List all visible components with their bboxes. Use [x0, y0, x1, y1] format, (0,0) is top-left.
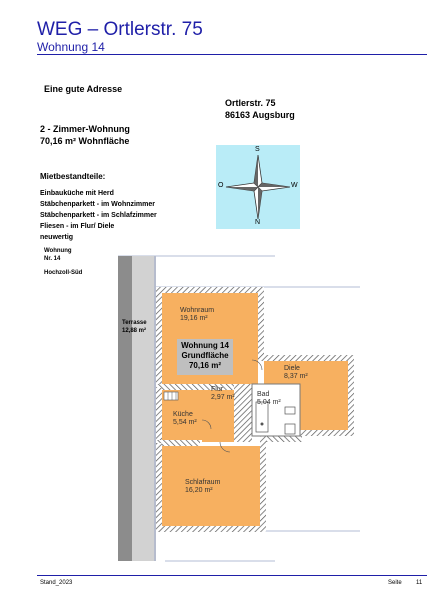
diele-area: 8,37 m² [284, 373, 308, 380]
terrace-name: Terrasse [122, 320, 147, 326]
compass-label-top: S [255, 146, 260, 153]
wohnraum-area: 19,16 m² [180, 315, 208, 322]
summary-line1: Wohnung 14 [181, 341, 229, 350]
compass-label-right: W [291, 182, 298, 189]
schlafraum-area: 16,20 m² [185, 487, 213, 494]
compass-label-left: O [218, 182, 224, 189]
flur-area: 2,97 m² [211, 394, 235, 401]
footer-divider [37, 575, 427, 576]
kueche-label [173, 411, 197, 427]
unit-label-line2: Nr. 14 [44, 256, 61, 262]
terrace [118, 256, 156, 561]
compass-label-bottom: N [255, 219, 261, 226]
footer-page-label: Seite [388, 580, 402, 586]
footer-stand: Stand_2023 [40, 580, 73, 586]
area-summary-box [177, 339, 233, 375]
feature-item: Stäbchenparkett - im Wohnzimmer [40, 201, 156, 208]
living-area: 70,16 m² Wohnfläche [40, 136, 130, 146]
terrace-area: 12,88 m² [122, 328, 147, 334]
features-heading: Mietbestandteile: [40, 172, 106, 181]
wohnraum-name: Wohnraum [180, 307, 215, 314]
feature-item: Fliesen - im Flur/ Diele [40, 223, 115, 230]
page-title: WEG – Ortlerstr. 75 [37, 19, 203, 40]
sink-icon [285, 407, 295, 414]
diele-name: Diele [284, 365, 300, 372]
summary-line2: Grundfläche [181, 351, 229, 360]
wohnraum-label [180, 307, 214, 323]
flur-label [211, 386, 235, 402]
address-city: 86163 Augsburg [225, 110, 295, 120]
page-subtitle: Wohnung 14 [37, 40, 105, 54]
unit-label-line1: Wohnung [44, 248, 72, 254]
kueche-area: 5,54 m² [173, 419, 197, 426]
schlafraum-label [185, 479, 220, 495]
toilet-icon [285, 424, 295, 434]
kueche-name: Küche [173, 411, 193, 418]
flur-name: Flur [211, 386, 224, 393]
summary-line3: 70,16 m² [188, 361, 222, 370]
apartment-type: 2 - Zimmer-Wohnung [40, 124, 130, 134]
unit-location: Hochzoll-Süd [44, 270, 83, 276]
feature-item: Stäbchenparkett - im Schlafzimmer [40, 212, 157, 219]
tagline: Eine gute Adresse [44, 84, 123, 94]
diele-label [284, 365, 308, 381]
footer-page-number: 11 [416, 580, 423, 586]
bad-area: 5,04 m² [257, 399, 281, 406]
bad-name: Bad [257, 391, 270, 398]
feature-item: neuwertig [40, 234, 74, 241]
terrace-label [122, 319, 147, 335]
schlafraum-name: Schlafraum [185, 479, 221, 486]
bad-label [257, 391, 281, 407]
address-street: Ortlerstr. 75 [225, 98, 276, 108]
feature-item: Einbauküche mit Herd [40, 190, 114, 197]
